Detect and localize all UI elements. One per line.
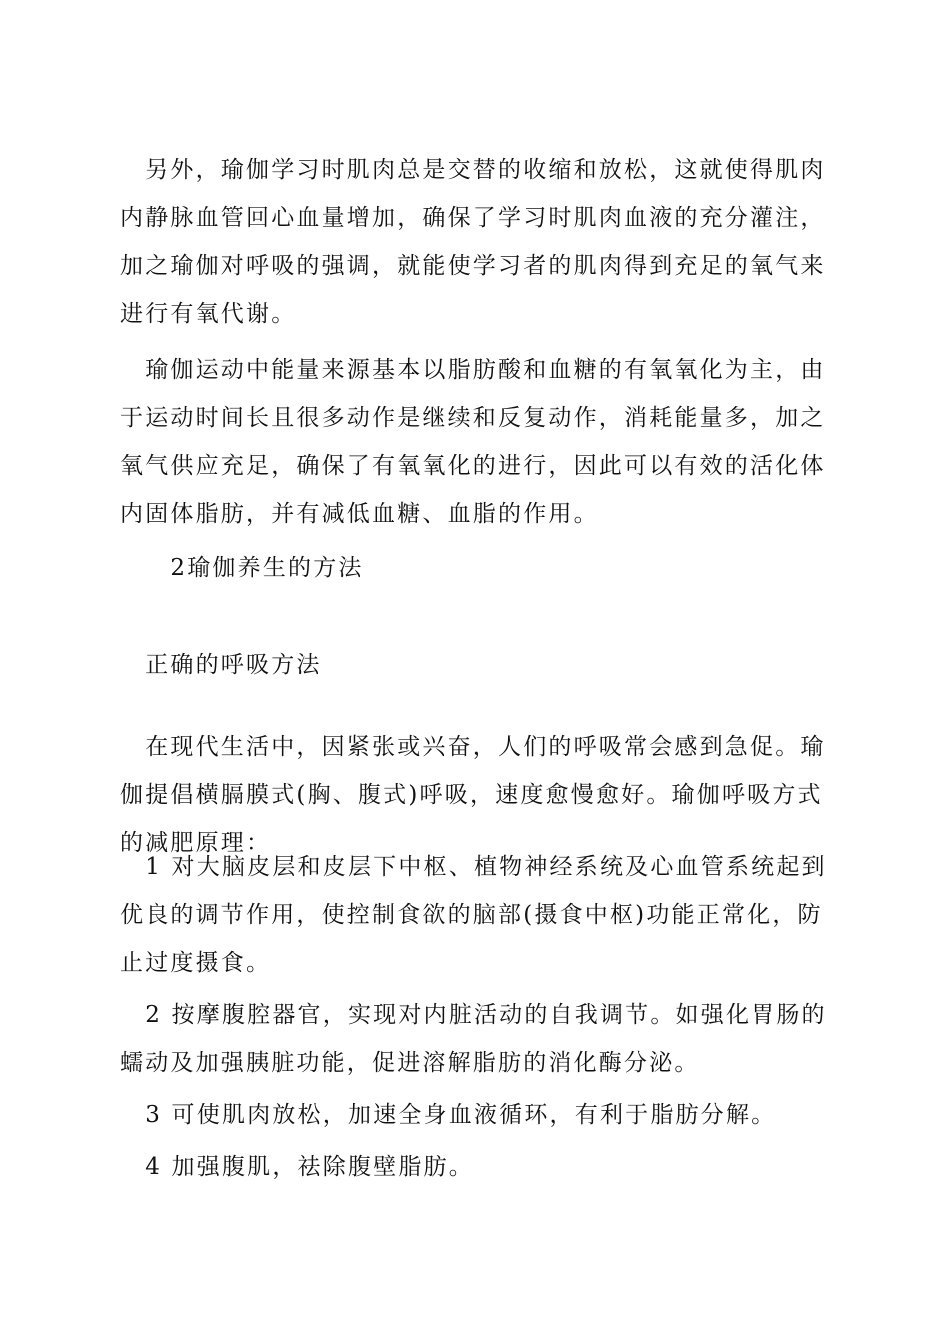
paragraph-1-line-4: 进行有氧代谢。	[120, 301, 297, 327]
subheading-breathing: 正确的呼吸方法	[120, 652, 322, 678]
paragraph-1-line-2: 内静脉血管回心血量增加，确保了学习时肌肉血液的充分灌注，	[120, 205, 826, 231]
list-item-3-line-1: 3 可使肌肉放松，加速全身血液循环，有利于脂肪分解。	[120, 1102, 777, 1128]
paragraph-3-line-1: 在现代生活中，因紧张或兴奋，人们的呼吸常会感到急促。瑜	[120, 734, 826, 760]
list-item-1-line-1: 1 对大脑皮层和皮层下中枢、植物神经系统及心血管系统起到	[120, 854, 827, 880]
paragraph-2-line-3: 氧气供应充足，确保了有氧氧化的进行，因此可以有效的活化体	[120, 453, 826, 479]
section-heading: 2瑜伽养生的方法	[120, 555, 364, 581]
paragraph-1-line-3: 加之瑜伽对呼吸的强调，就能使学习者的肌肉得到充足的氧气来	[120, 253, 826, 279]
paragraph-3-line-3: 的减肥原理：	[120, 830, 272, 856]
paragraph-2-line-1: 瑜伽运动中能量来源基本以脂肪酸和血糖的有氧氧化为主，由	[120, 357, 826, 383]
list-item-1-line-2: 优良的调节作用，使控制食欲的脑部(摄食中枢)功能正常化，防	[120, 902, 823, 928]
paragraph-2-line-4: 内固体脂肪，并有减低血糖、血脂的作用。	[120, 501, 599, 527]
paragraph-2-line-2: 于运动时间长且很多动作是继续和反复动作，消耗能量多，加之	[120, 405, 826, 431]
list-item-2-line-2: 蠕动及加强胰脏功能，促进溶解脂肪的消化酶分泌。	[120, 1050, 700, 1076]
list-item-4-line-1: 4 加强腹肌，祛除腹壁脂肪。	[120, 1154, 474, 1180]
list-item-2-line-1: 2 按摩腹腔器官，实现对内脏活动的自我调节。如强化胃肠的	[120, 1002, 827, 1028]
paragraph-1-line-1: 另外，瑜伽学习时肌肉总是交替的收缩和放松，这就使得肌肉	[120, 157, 826, 183]
paragraph-3-line-2: 伽提倡横膈膜式(胸、腹式)呼吸，速度愈慢愈好。瑜伽呼吸方式	[120, 782, 823, 808]
list-item-1-line-3: 止过度摄食。	[120, 950, 272, 976]
